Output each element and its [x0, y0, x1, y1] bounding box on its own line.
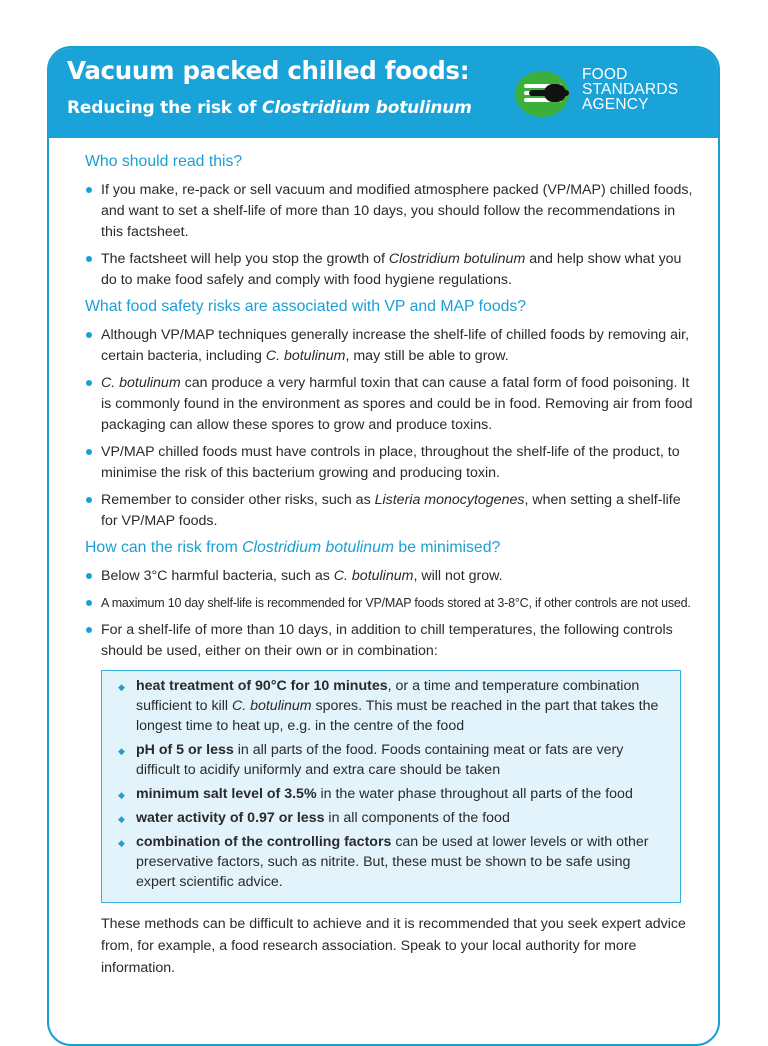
section-minimise [79, 538, 699, 979]
agency-name [582, 67, 678, 112]
text-italic: C. botulinum [231, 698, 312, 714]
list-item [79, 490, 699, 532]
section-risks [79, 297, 699, 532]
list-item [79, 373, 699, 436]
text-span: , when setting a shelf-life for VP/MAP foods. [101, 492, 681, 529]
heading-who: Who should read this? [85, 153, 243, 170]
heading-span: How can the risk from [85, 539, 243, 556]
page-subtitle [67, 98, 472, 118]
heading-span: be minimised? [394, 539, 501, 556]
closing-paragraph: These methods can be difficult to achieve and it is recommended that you seek expert advice from, for example, a food research association. Speak to your local authority for more information. [101, 916, 686, 976]
list-item: For a shelf-life of more than 10 days, in addition to chill temperatures, the following controls should be used, either on their own or in combination: [79, 620, 699, 662]
list-item: If you make, re-pack or sell vacuum and modified atmosphere packed (VP/MAP) chilled foods, and want to set a shelf-life of more than 10 days, you should follow the recommendations in this factsheet. [79, 180, 699, 243]
subtitle-italic: Clostridium botulinum [262, 98, 472, 118]
text-span: can be used at lower levels or with other preservative factors, such as nitrite. But, these must be shown to be safe using expert scientific advice. [136, 834, 649, 890]
controls-box [101, 670, 681, 903]
section-who [79, 152, 699, 291]
heading-minimise [85, 538, 699, 558]
text-span: , may still be able to grow. [345, 348, 509, 364]
factsheet-card [47, 46, 720, 1046]
text-span: , or a time and temperature combination sufficient to kill [136, 678, 640, 714]
text-bold: heat treatment of 90°C for 10 minutes [136, 678, 388, 694]
list-item: VP/MAP chilled foods must have controls in place, throughout the shelf-life of the product, to minimise the risk of this bacterium growing and producing toxin. [79, 442, 699, 484]
text-italic: Clostridium botulinum [388, 251, 526, 267]
control-item [112, 740, 670, 780]
agency-line-3: AGENCY [582, 96, 649, 113]
agency-line-1: FOOD [582, 66, 628, 83]
text-span: Although VP/MAP techniques generally increase the shelf-life of chilled foods by removing air, certain bacteria, including [101, 327, 690, 364]
heading-italic: Clostridium botulinum [242, 539, 395, 556]
header-banner [49, 48, 718, 138]
text-bold: water activity of 0.97 or less [136, 810, 325, 826]
page-title: Vacuum packed chilled foods: [67, 56, 470, 85]
control-item [112, 784, 670, 804]
text-span: , will not grow. [413, 568, 503, 584]
text-span: spores. This must be reached in the part that takes the longest time to heat up, e.g. in the centre of the food [136, 698, 659, 734]
text-span: can produce a very harmful toxin that can cause a fatal form of food poisoning. It is commonly found in the environment as spores and could be in food. Removing air from food packaging can allow these spores to grow and produce toxins. [101, 375, 693, 433]
text-italic: Listeria monocytogenes [374, 492, 525, 508]
list-item: A maximum 10 day shelf-life is recommended for VP/MAP foods stored at 3-8°C, if other controls are not used. [79, 593, 699, 614]
subtitle-prefix: Reducing the risk of [67, 98, 263, 118]
agency-line-2: STANDARDS [582, 81, 679, 98]
text-span: in all parts of the food. Foods containing meat or fats are very difficult to acidify uniformly and extra care should be taken [136, 742, 624, 778]
control-item [112, 676, 670, 736]
control-item [112, 808, 670, 828]
text-italic: C. botulinum [101, 375, 181, 391]
list-item [79, 249, 699, 291]
text-span: Remember to consider other risks, such as [101, 492, 375, 508]
text-span: and help show what you do to make food safely and comply with food hygiene regulations. [101, 251, 682, 288]
text-span: in all components of the food [324, 810, 510, 826]
text-italic: C. botulinum [265, 348, 346, 364]
heading-risks: What food safety risks are associated with VP and MAP foods? [85, 298, 527, 315]
control-item [112, 832, 670, 892]
text-span: The factsheet will help you stop the growth of [101, 251, 389, 267]
text-italic: C. botulinum [333, 568, 414, 584]
text-bold: minimum salt level of 3.5% [136, 786, 317, 802]
text-bold: pH of 5 or less [136, 742, 234, 758]
list-item [79, 566, 699, 587]
list-item [79, 325, 699, 367]
text-bold: combination of the controlling factors [136, 834, 392, 850]
text-span: Below 3°C harmful bacteria, such as [101, 568, 334, 584]
text-span: in the water phase throughout all parts of the food [316, 786, 633, 802]
fsa-fork-logo-icon [515, 70, 573, 118]
factsheet-body [79, 152, 699, 985]
